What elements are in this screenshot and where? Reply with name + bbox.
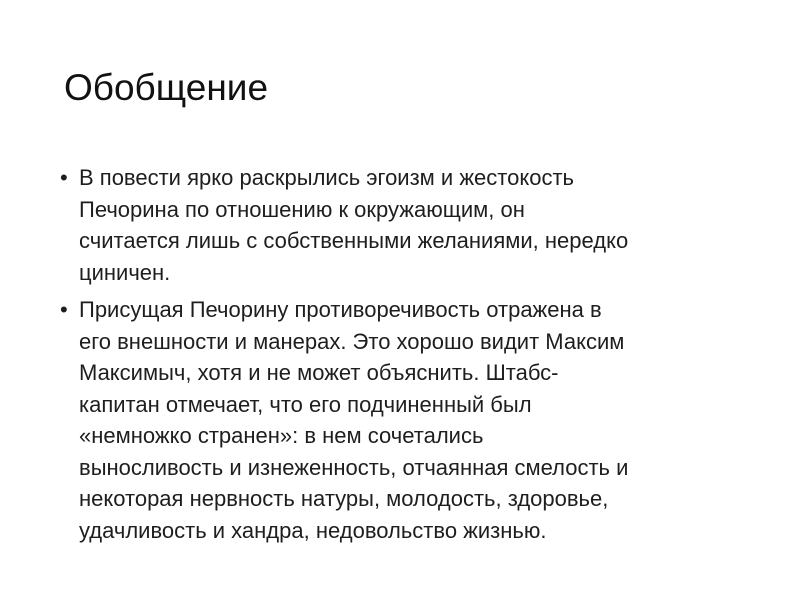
bullet-line: «немножко странен»: в нем сочетались — [79, 423, 484, 448]
bullet-line: его внешности и манерах. Это хорошо видит Максим — [79, 328, 625, 354]
bullet-line: Максимыч, хотя и не может объяснить. Штабс- — [79, 360, 559, 385]
bullet-item-2 — [60, 294, 760, 546]
bullet-line: выносливость и изнеженность, отчаянная смелость и — [79, 454, 629, 480]
bullet-line: капитан отмечает, что его подчиненный был — [79, 391, 532, 417]
slide-title: Обобщение — [64, 67, 269, 108]
bullet-line: удачливость и хандра, недовольство жизнью. — [79, 517, 547, 543]
bullet-line: считается лишь с собственными желаниями, нередко — [79, 228, 629, 253]
bullet-line: некоторая нервность натуры, молодость, здоровье, — [79, 486, 609, 511]
bullet-marker: • — [60, 165, 68, 190]
bullet-marker: • — [60, 297, 68, 322]
bullet-line: Печорина по отношению к окружающим, он — [79, 196, 525, 222]
bullet-line: Присущая Печорину противоречивость отражена в — [79, 297, 602, 322]
bullet-line: циничен. — [79, 259, 171, 285]
bullet-list — [60, 162, 760, 552]
bullet-item-1 — [60, 162, 760, 288]
bullet-line: В повести ярко раскрылись эгоизм и жестокость — [79, 165, 574, 190]
